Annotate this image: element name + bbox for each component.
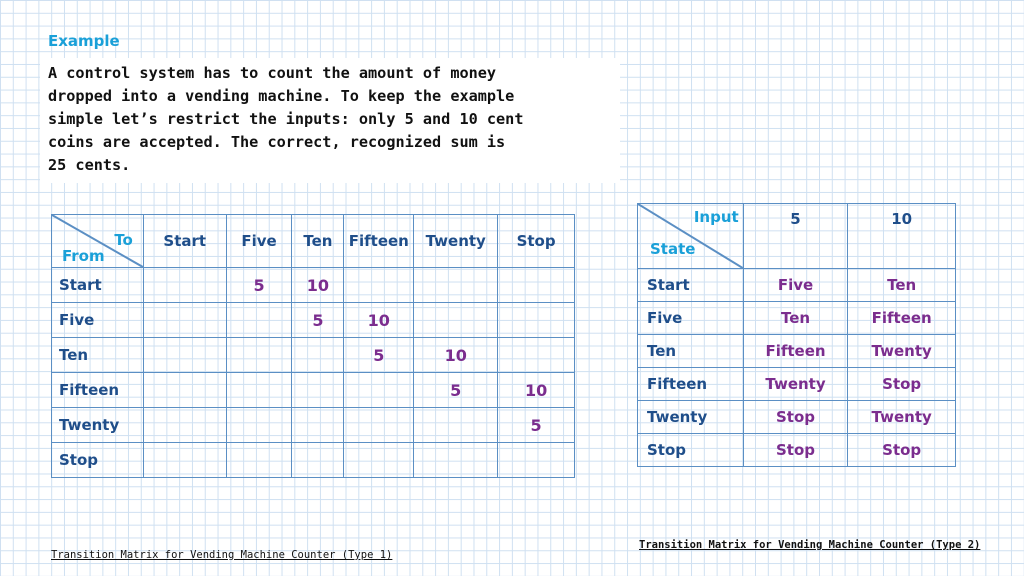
table2-row [638,368,956,401]
table1-cell [344,408,414,443]
table2-cell: Five [743,269,848,302]
table1-cell [498,303,575,338]
table1-cell: 5 [226,268,292,303]
transition-matrix-type1 [51,214,575,478]
table1-cell [226,373,292,408]
table1-row-header: Stop [52,443,144,478]
table1-col-header: Start [143,215,226,268]
table1-cell [414,408,498,443]
table1-col-header: Stop [498,215,575,268]
table1-cell: 5 [414,373,498,408]
table1-cell [143,408,226,443]
table1-cell: 10 [414,338,498,373]
table2-cell: Fifteen [743,335,848,368]
table2-row [638,434,956,467]
table1-col-header: Twenty [414,215,498,268]
table2-row-header: Stop [638,434,744,467]
table1-cell [226,303,292,338]
table1-cell [143,443,226,478]
table1-cell [292,373,344,408]
table1-cell [498,268,575,303]
table2-cell: Twenty [848,401,956,434]
table2-row [638,269,956,302]
table2-input-label: Input [693,208,739,226]
table2-state-label: State [650,240,696,258]
table1-cell [143,373,226,408]
table1-col-header: Fifteen [344,215,414,268]
table2-row [638,302,956,335]
table1-cell [414,268,498,303]
table2-cell: Stop [848,368,956,401]
table1-header-row [52,215,575,268]
table1-cell [498,443,575,478]
table2-cell: Twenty [848,335,956,368]
table1-col-header: Five [226,215,292,268]
table1-cell: 5 [344,338,414,373]
table1-cell: 10 [344,303,414,338]
table1-row [52,408,575,443]
table1-cell [143,303,226,338]
table1-row [52,338,575,373]
table1-corner-cell [52,215,144,268]
table2-cell: Ten [848,269,956,302]
table1-cell [292,408,344,443]
table1-from-label: From [62,247,105,265]
table2-row-header: Ten [638,335,744,368]
table2-row [638,335,956,368]
table1-cell: 5 [498,408,575,443]
transition-matrix-type2 [637,203,956,467]
table1-cell [344,268,414,303]
table1-cell [143,268,226,303]
table1-cell [292,443,344,478]
table2-cell: Stop [743,434,848,467]
table1-to-label: To [114,231,133,249]
table2-input-header: 10 [848,204,956,269]
table1-cell [226,443,292,478]
table1-cell [226,338,292,373]
table1-cell [143,338,226,373]
table2-caption: Transition Matrix for Vending Machine Counter (Type 2) [639,539,981,551]
table1-row [52,268,575,303]
table1-caption: Transition Matrix for Vending Machine Counter (Type 1) [51,549,393,561]
table2-row-header: Fifteen [638,368,744,401]
table2-header-row [638,204,956,269]
table1-cell [414,303,498,338]
table1-col-header: Ten [292,215,344,268]
table1-cell: 10 [292,268,344,303]
table2-row-header: Five [638,302,744,335]
table1-cell [344,443,414,478]
table1-row [52,443,575,478]
problem-description: A control system has to count the amount of money dropped into a vending machine. To keep the example simple let’s restrict the inputs: only 5 and 10 cent coins are accepted. The correct, recognized sum is 25 cents. [40,58,620,183]
table1-row-header: Ten [52,338,144,373]
table1-row-header: Twenty [52,408,144,443]
table1-cell [344,373,414,408]
table1-cell: 10 [498,373,575,408]
table1-row [52,373,575,408]
table1-cell [498,338,575,373]
table1-row-header: Five [52,303,144,338]
table2-input-header: 5 [743,204,848,269]
table1-row-header: Start [52,268,144,303]
table2-cell: Fifteen [848,302,956,335]
table2-corner-cell [638,204,744,269]
table1-cell: 5 [292,303,344,338]
table2-cell: Twenty [743,368,848,401]
table1-row-header: Fifteen [52,373,144,408]
table2-row-header: Twenty [638,401,744,434]
example-heading: Example [48,32,120,50]
table2-cell: Ten [743,302,848,335]
table2-row-header: Start [638,269,744,302]
table2-cell: Stop [848,434,956,467]
table1-row [52,303,575,338]
table2-row [638,401,956,434]
table1-cell [226,408,292,443]
table1-cell [414,443,498,478]
table2-cell: Stop [743,401,848,434]
table1-cell [292,338,344,373]
